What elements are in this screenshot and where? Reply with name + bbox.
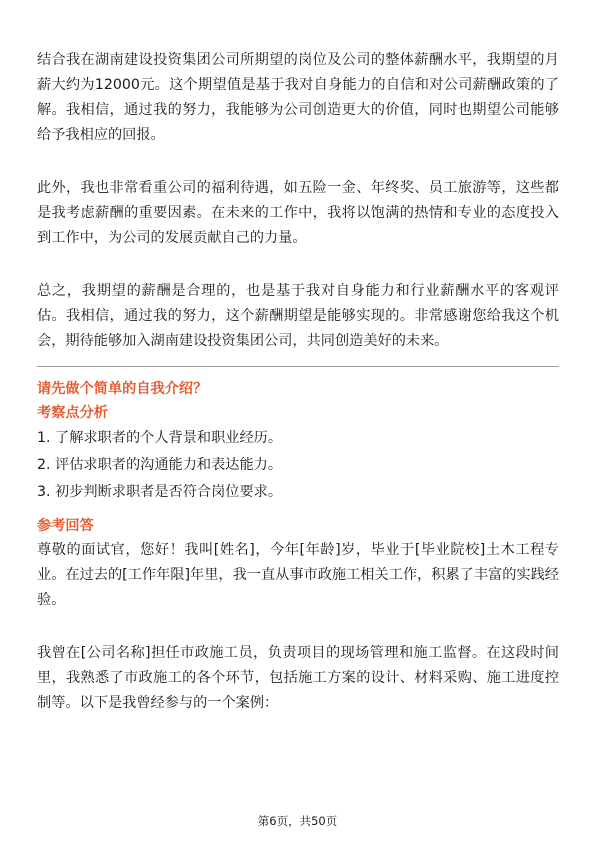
analysis-item-3: 3. 初步判断求职者是否符合岗位要求。 bbox=[37, 484, 283, 500]
salary-paragraph-3: 总之，我期望的薪酬是合理的，也是基于我对自身能力和行业薪酬水平的客观评估。我相信，通过我的努力，这个薪酬期望是能够实现的。非常感谢您给我这个机会，期待能够加入湖南建设投资集团公司，共同创造美好的未来。 bbox=[37, 283, 559, 349]
salary-paragraph-2: 此外，我也非常看重公司的福利待遇，如五险一金、年终奖、员工旅游等，这些都是我考虑薪酬的重要因素。在未来的工作中，我将以饱满的热情和专业的态度投入到工作中，为公司的发展贡献自己的力量。 bbox=[37, 180, 559, 246]
paragraph-gap bbox=[37, 613, 559, 641]
answer-paragraph-2: 我曾在[公司名称]担任市政施工员，负责项目的现场管理和施工监督。在这段时间里，我熟悉了市政施工的各个环节，包括施工方案的设计、材料采购、施工进度控制等。以下是我曾经参与的一个案例： bbox=[37, 645, 559, 711]
interview-question: 请先做个简单的自我介绍？ bbox=[37, 381, 208, 397]
paragraph-gap bbox=[37, 148, 559, 176]
answer-paragraph-1: 尊敬的面试官，您好！我叫[姓名]，今年[年龄]岁，毕业于[毕业院校]土木工程专业。在过去的[工作年限]年里，我一直从事市政施工相关工作，积累了丰富的实践经验。 bbox=[37, 542, 559, 608]
analysis-label: 考察点分析 bbox=[37, 405, 108, 421]
paragraph-gap bbox=[37, 251, 559, 279]
page-number-footer: 第6页，共50页 bbox=[257, 814, 338, 828]
salary-paragraph-1: 结合我在湖南建设投资集团公司所期望的岗位及公司的整体薪酬水平，我期望的月薪大约为12000元。这个期望值是基于我对自身能力的自信和对公司薪酬政策的了解。我相信，通过我的努力，我能够为公司创造更大的价值，同时也期望公司能够给予我相应的回报。 bbox=[37, 52, 559, 143]
section-gap bbox=[37, 506, 559, 514]
analysis-item-2: 2. 评估求职者的沟通能力和表达能力。 bbox=[37, 457, 283, 473]
section-divider bbox=[37, 366, 559, 367]
document-page bbox=[37, 48, 559, 716]
answer-label: 参考回答 bbox=[37, 518, 94, 534]
analysis-item-1: 1. 了解求职者的个人背景和职业经历。 bbox=[37, 430, 283, 446]
